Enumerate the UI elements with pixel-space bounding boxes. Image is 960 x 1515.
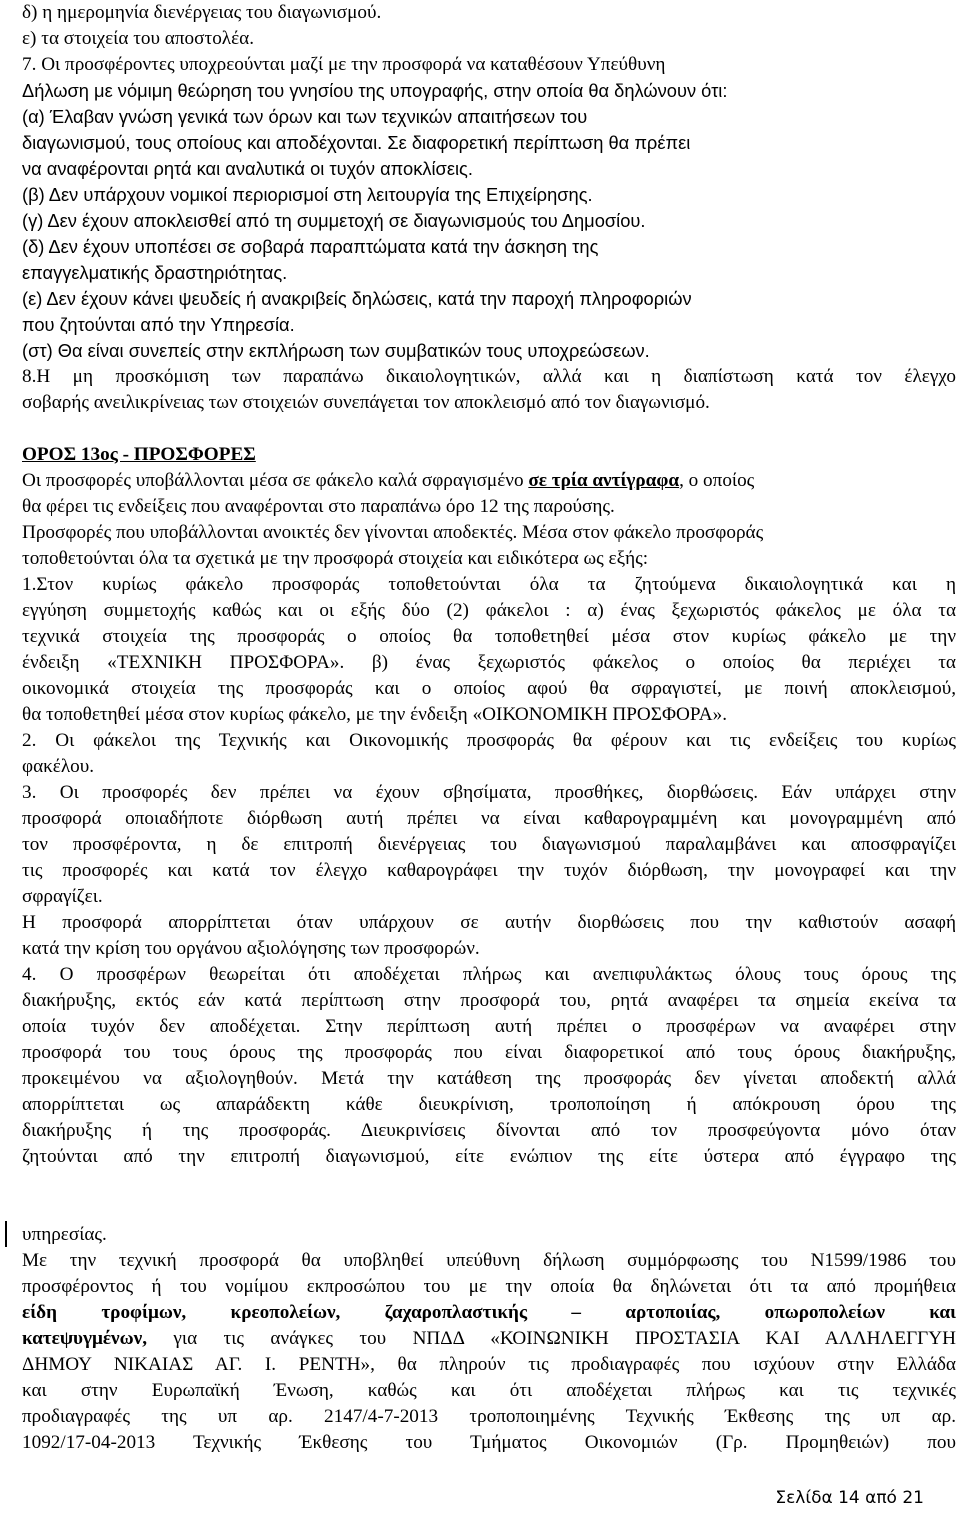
text-line: που ζητούνται από την Υπηρεσία. <box>22 314 295 335</box>
text-line: 4. Ο προσφέρων θεωρείται ότι αποδέχεται πλήρως και ανεπιφυλάκτως όλους τους όρους της <box>22 964 956 985</box>
text-line: θα τοποθετηθεί μέσα στον κυρίως φάκελο, με την ένδειξη «ΟΙΚΟΝΟΜΙΚΗ ΠΡΟΣΦΟΡΑ». <box>22 704 728 725</box>
text-line: επαγγελματικής δραστηριότητας. <box>22 262 288 283</box>
text-line: προδιαγραφές της υπ αρ. 2147/4-7-2013 τροποποιημένης Τεχνικής Έκθεσης της υπ αρ. <box>22 1406 956 1427</box>
revision-bar <box>5 1221 7 1247</box>
text-line: διαγωνισμού, τους οποίους και αποδέχονται. Σε διαφορετική περίπτωση θα πρέπει <box>22 132 691 153</box>
text-line: προκειμένου να αξιολογηθούν. Μετά την κατάθεση της προσφοράς δεν γίνεται αποδεκτή αλλά <box>22 1068 956 1089</box>
text-line: δ) η ημερομηνία διενέργειας του διαγωνισμού. <box>22 2 382 23</box>
section-heading: ΟΡΟΣ 13ος - ΠΡΟΣΦΟΡΕΣ <box>22 444 256 465</box>
text-line: φακέλου. <box>22 756 95 777</box>
text-line: είδη τροφίμων, κρεοπολείων, ζαχαροπλαστικής – αρτοποιίας, οπωροπολείων και <box>22 1302 956 1323</box>
text-line: θα φέρει τις ενδείξεις που αναφέρονται στο παραπάνω όρο 12 της παρούσης. <box>22 496 615 517</box>
text-line: σοβαρής ανειλικρίνειας των στοιχειών συνεπάγεται τον αποκλεισμό από τον διαγωνισμό. <box>22 392 710 413</box>
text-segment: για τις ανάγκες του ΝΠΔΔ «ΚΟΙΝΩΝΙΚΗ ΠΡΟΣΤΑΣΙΑ ΚΑΙ ΑΛΛΗΛΕΓΓΥΗ <box>147 1328 956 1349</box>
text-line: να αναφέρονται ρητά και αναλυτικά οι τυχόν αποκλίσεις. <box>22 158 473 179</box>
text-line: προσφορά οποιαδήποτε διόρθωση αυτή πρέπει να είναι καθαρογραμμένη και μονογραμμένη από <box>22 808 956 829</box>
text-line: προσφέροντος ή του νομίμου εκπροσώπου του με την οποία θα δηλώνεται ότι τα από προμήθεια <box>22 1276 956 1297</box>
text-line: 1092/17-04-2013 Τεχνικής Έκθεσης του Τμήματος Οικονομιών (Γρ. Προμηθειών) που <box>22 1432 956 1453</box>
text-line: 2. Οι φάκελοι της Τεχνικής και Οικονομικής προσφοράς θα φέρουν και τις ενδείξεις του κυρίως <box>22 730 956 751</box>
text-line: τις προσφορές και κατά τον έλεγχο καθαρογράφει την τυχόν διόρθωση, την μονογραφεί και την <box>22 860 956 881</box>
text-line: κατά την κρίση του οργάνου αξιολόγησης των προσφορών. <box>22 938 480 959</box>
text-line: (α) Έλαβαν γνώση γενικά των όρων και των τεχνικών απαιτήσεων του <box>22 106 588 127</box>
text-line: διακήρυξης ή της προσφοράς. Διευκρινίσεις δίνονται από τον προσφεύγοντα μόνο όταν <box>22 1120 956 1141</box>
text-line: τον προσφέροντα, η δε επιτροπή διενέργειας του διαγωνισμού παραλαμβάνει και αποσφραγίζει <box>22 834 956 855</box>
text-line: σφραγίζει. <box>22 886 103 907</box>
text-segment: Οι προσφορές υποβάλλονται μέσα σε φάκελο καλά σφραγισμένο <box>22 470 529 491</box>
text-line: προσφορά του τους όρους της προσφοράς που είναι διαφορετικοί από τους όρους διακήρυξης, <box>22 1042 956 1063</box>
text-line: ΔΗΜΟΥ ΝΙΚΑΙΑΣ ΑΓ. Ι. ΡΕΝΤΗ», θα πληρούν τις προδιαγραφές που ισχύουν στην Ελλάδα <box>22 1354 956 1375</box>
text-line: ζητούνται από την επιτροπή διαγωνισμού, είτε ενώπιον της είτε ύστερα από έγγραφο της <box>22 1146 956 1167</box>
text-line: και στην Ευρωπαϊκή Ένωση, καθώς και ότι αποδέχεται πλήρως και τις τεχνικές <box>22 1380 956 1401</box>
text-line: ε) τα στοιχεία του αποστολέα. <box>22 28 254 49</box>
text-line: οποία τυχόν δεν αποδέχεται. Στην περίπτωση αυτή πρέπει ο προσφέρων να αναφέρει στην <box>22 1016 956 1037</box>
text-line: (β) Δεν υπάρχουν νομικοί περιορισμοί στη λειτουργία της Επιχείρησης. <box>22 184 593 205</box>
text-segment: , ο οποίος <box>679 470 755 491</box>
text-line: διακήρυξης, εκτός εάν κατά περίπτωση στην προσφορά του, ρητά αναφέρει τα σημεία εκείνα τα <box>22 990 956 1011</box>
page-number: Σελίδα 14 από 21 <box>775 1488 924 1508</box>
text-line: Η προσφορά απορρίπτεται όταν υπάρχουν σε αυτήν διορθώσεις που την καθιστούν ασαφή <box>22 912 956 933</box>
text-line: τοποθετούνται όλα τα σχετικά με την προσφορά στοιχεία και ειδικότερα ως εξής: <box>22 548 649 569</box>
text-segment-bold: κατεψυγμένων, <box>22 1328 148 1349</box>
text-line: τεχνικά στοιχεία της προσφοράς ο οποίος θα τοποθετηθεί μέσα στον κυρίως φάκελο με την <box>22 626 956 647</box>
text-line: υπηρεσίας. <box>22 1224 107 1245</box>
text-line: (ε) Δεν έχουν κάνει ψευδείς ή ανακριβείς δηλώσεις, κατά την παροχή πληροφοριών <box>22 288 692 309</box>
text-line: 1.Στον κυρίως φάκελο προσφοράς τοποθετούνται όλα τα ζητούμενα δικαιολογητικά και η <box>22 574 956 595</box>
text-line: εγγύηση συμμετοχής καθώς και οι εξής δύο (2) φάκελοι : α) ένας ξεχωριστός φάκελος με όλα τα <box>22 600 956 621</box>
text-line: (γ) Δεν έχουν αποκλεισθεί από τη συμμετοχή σε διαγωνισμούς του Δημοσίου. <box>22 210 646 231</box>
text-line: 8.Η μη προσκόμιση των παραπάνω δικαιολογητικών, αλλά και η διαπίστωση κατά τον έλεγχο <box>22 366 956 387</box>
text-line: 7. Οι προσφέροντες υποχρεούνται μαζί με την προσφορά να καταθέσουν Υπεύθυνη <box>22 54 666 75</box>
text-line: απορρίπτεται ως απαράδεκτη κάθε διευκρίνιση, τροποποίηση ή απόκρουση όρου της <box>22 1094 956 1115</box>
text-line: 3. Οι προσφορές δεν πρέπει να έχουν σβησίματα, προσθήκες, διορθώσεις. Εάν υπάρχει στην <box>22 782 956 803</box>
emphasis-copies: σε τρία αντίγραφα <box>528 470 680 491</box>
text-line: Με την τεχνική προσφορά θα υποβληθεί υπεύθυνη δήλωση συμμόρφωσης του Ν1599/1986 του <box>22 1250 956 1271</box>
text-line: (στ) Θα είναι συνεπείς στην εκπλήρωση των συμβατικών τους υποχρεώσεων. <box>22 340 650 361</box>
text-line: ένδειξη «ΤΕΧΝΙΚΗ ΠΡΟΣΦΟΡΑ». β) ένας ξεχωριστός φάκελος ο οποίος θα περιέχει τα <box>22 652 956 673</box>
text-line <box>22 1326 956 1352</box>
text-line: οικονομικά στοιχεία της προσφοράς και ο οποίος αφού θα σφραγιστεί, με ποινή αποκλεισμού, <box>22 678 956 699</box>
text-line: (δ) Δεν έχουν υποπέσει σε σοβαρά παραπτώματα κατά την άσκηση της <box>22 236 599 257</box>
text-line: Προσφορές που υποβάλλονται ανοικτές δεν γίνονται αποδεκτές. Μέσα στον φάκελο προσφοράς <box>22 522 764 543</box>
text-line: Δήλωση με νόμιμη θεώρηση του γνησίου της υπογραφής, στην οποία θα δηλώνουν ότι: <box>22 80 728 101</box>
text-line <box>22 468 956 494</box>
